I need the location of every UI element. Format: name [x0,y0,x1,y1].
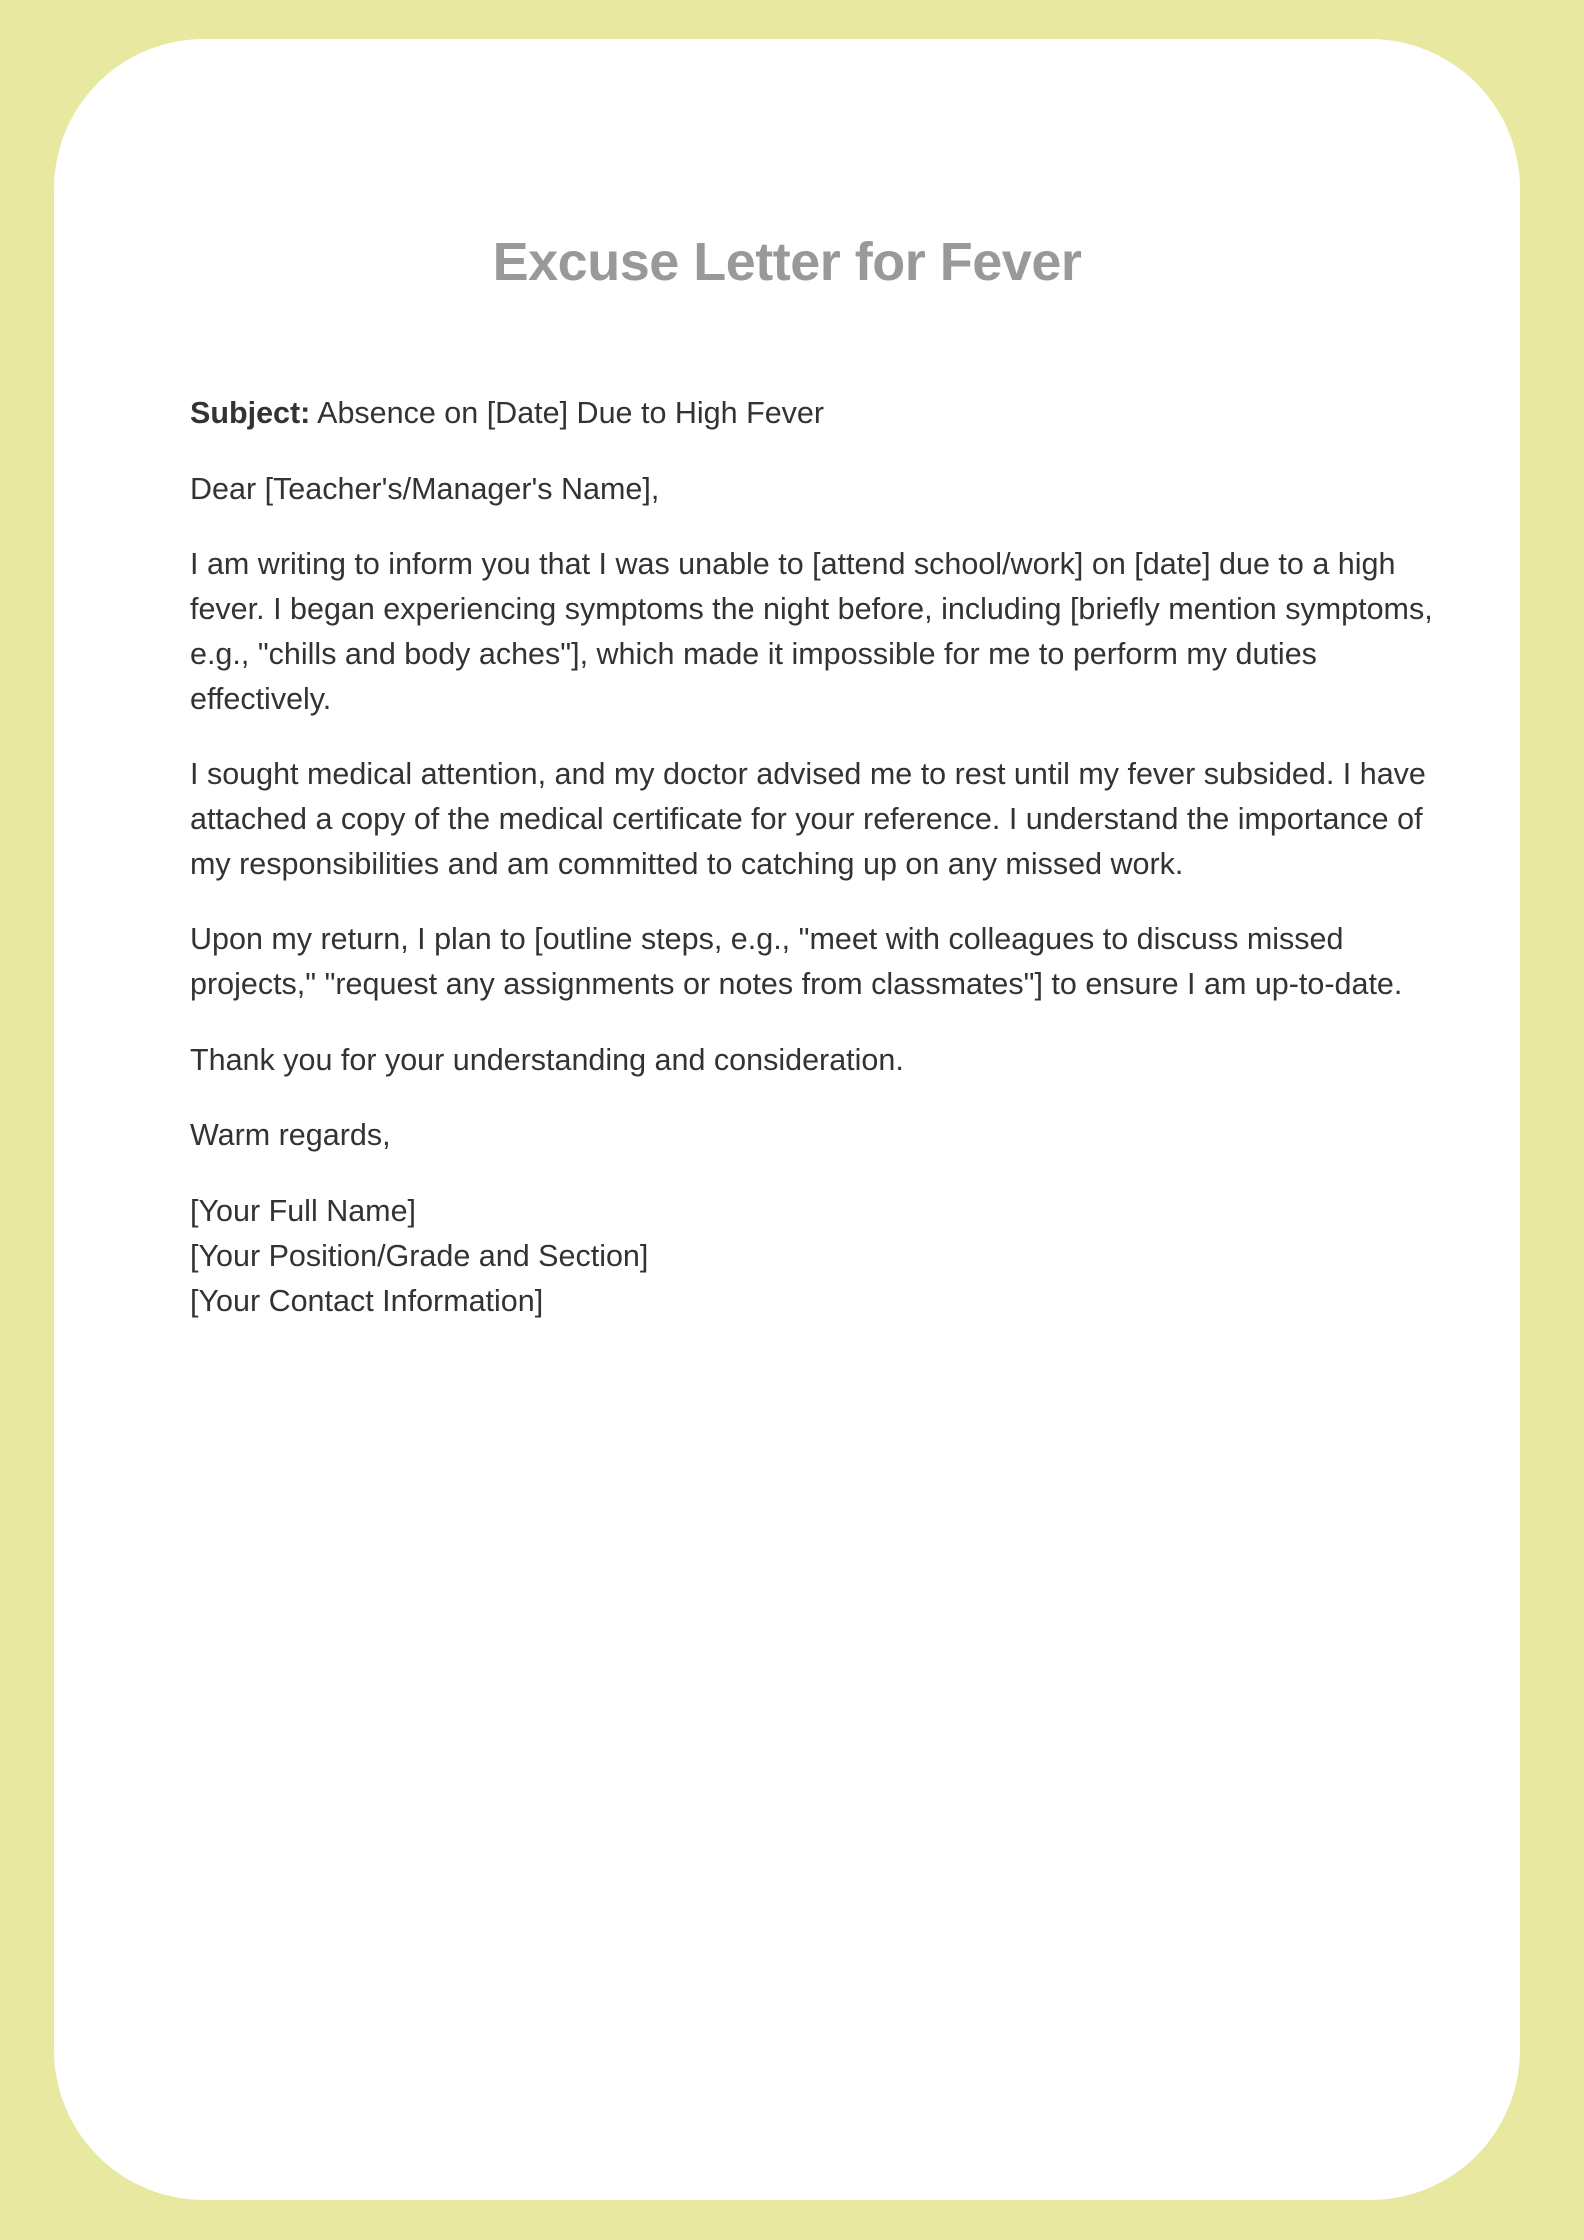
letter-body [190,391,1450,1354]
paragraph-intro: I am writing to inform you that I was unable to [attend school/work] on [date] due to a high fever. I began experiencing symptoms the night before, including [briefly mention symptoms, e.g., "chills and body aches"], which made it impossible for me to perform my duties effectively. [190,547,1433,716]
paragraph-medical: I sought medical attention, and my doctor advised me to rest until my fever subsided. I have attached a copy of the medical certificate for your reference. I understand the importance of my responsibilities and am committed to catching up on any missed work. [190,757,1426,881]
letter-card [54,39,1520,2200]
signature-name: [Your Full Name] [190,1194,417,1229]
subject-text: Absence on [Date] Due to High Fever [317,396,825,430]
closing: Warm regards, [190,1118,391,1153]
subject-label: Subject: [190,396,311,430]
signature-block [190,1189,1450,1323]
paragraph-thanks: Thank you for your understanding and consideration. [190,1042,904,1077]
subject-line [190,391,1450,436]
page-title: Excuse Letter for Fever [492,232,1082,292]
signature-contact: [Your Contact Information] [190,1283,544,1318]
paragraph-plan: Upon my return, I plan to [outline steps, e.g., "meet with colleagues to discuss missed projects," "request any assignments or notes from classmates"] to ensure I am up-to-date. [190,922,1403,1002]
salutation: Dear [Teacher's/Manager's Name], [190,471,660,506]
signature-position: [Your Position/Grade and Section] [190,1238,649,1273]
